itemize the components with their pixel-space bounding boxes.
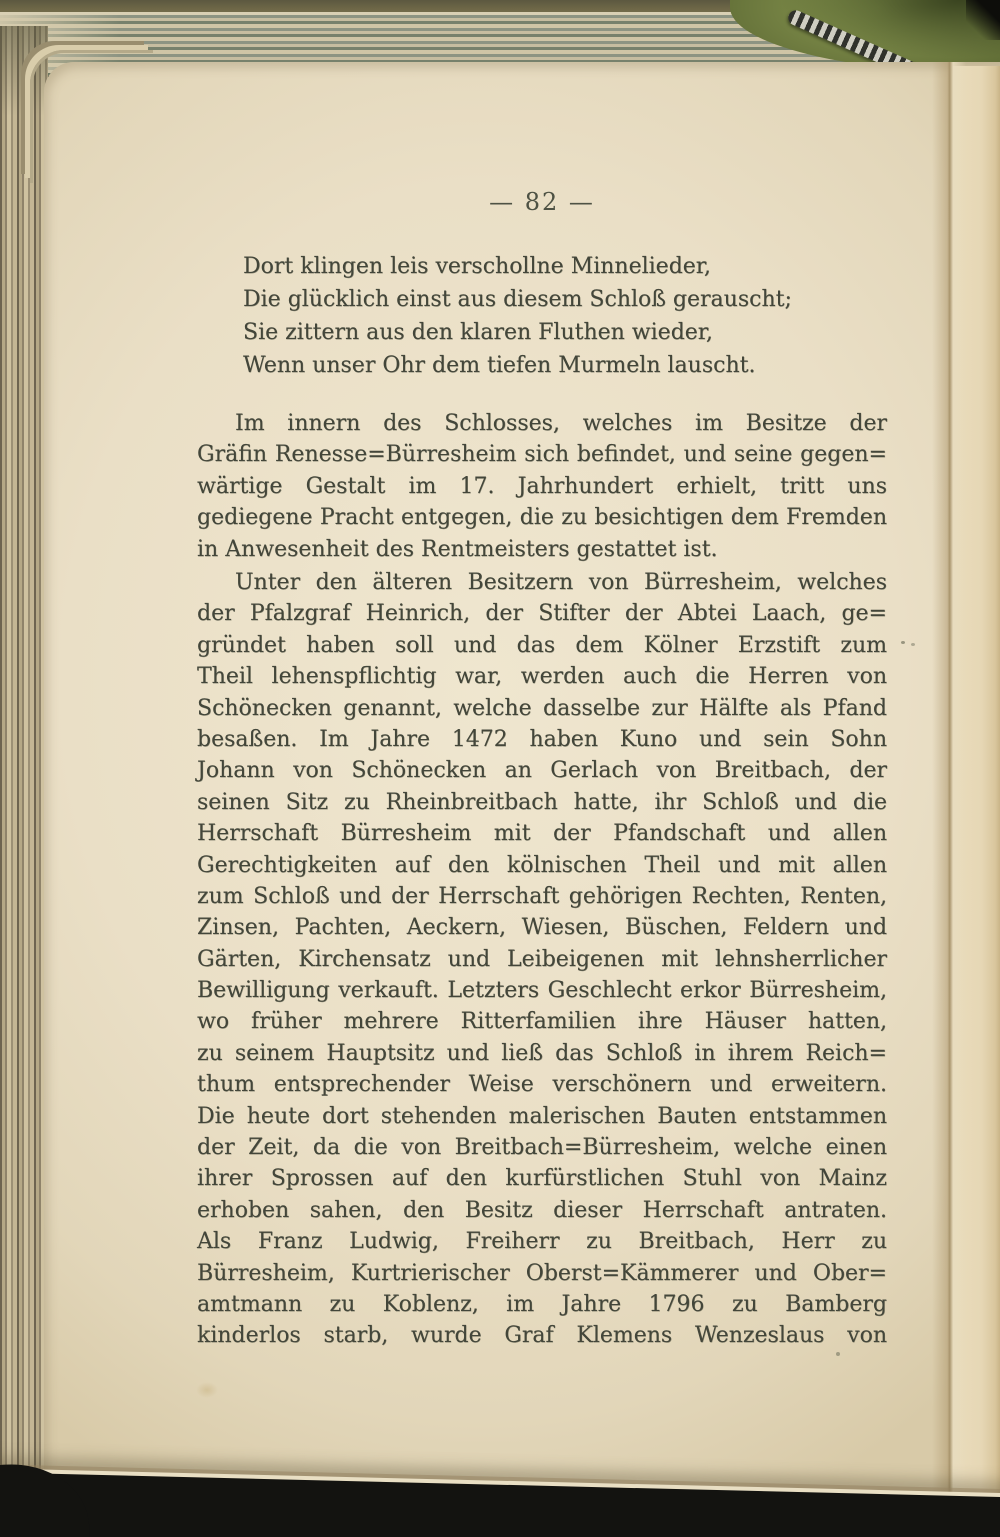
text-line: der Pfalzgraf Heinrich, der Stifter der Abtei Laach, ge= bbox=[197, 601, 887, 627]
text-line: Theil lehenspflichtig war, werden auch die Herren von bbox=[197, 664, 887, 690]
page-number: — 82 — bbox=[489, 188, 595, 216]
text-line: gründet haben soll und das dem Kölner Erzstift zum bbox=[197, 632, 887, 658]
text-line: Sie zittern aus den klaren Fluthen wieder, bbox=[243, 320, 713, 345]
paper-stain bbox=[196, 1382, 218, 1398]
text-line: Gerechtigkeiten auf den kölnischen Theil und mit allen bbox=[197, 852, 887, 878]
text-line: gediegene Pracht entgegen, die zu besichtigen dem Fremden bbox=[197, 505, 887, 531]
text-line: Schönecken genannt, welche dasselbe zur Hälfte als Pfand bbox=[197, 695, 887, 721]
text-line: Gräfin Renesse=Bürresheim sich befindet, und seine gegen= bbox=[197, 442, 887, 468]
text-line: Die heute dort stehenden malerischen Bauten entstammen bbox=[197, 1103, 887, 1129]
text-line: ihrer Sprossen auf den kurfürstlichen Stuhl von Mainz bbox=[197, 1166, 887, 1192]
text-line: Zinsen, Pachten, Aeckern, Wiesen, Büschen, Feldern und bbox=[197, 915, 887, 941]
text-line: der Zeit, da die von Breitbach=Bürresheim, welche einen bbox=[197, 1135, 887, 1161]
text-line: wärtige Gestalt im 17. Jahrhundert erhielt, tritt uns bbox=[197, 473, 887, 499]
text-line: thum entsprechender Weise verschönern und erweitern. bbox=[197, 1072, 887, 1098]
text-line: Dort klingen leis verschollne Minnelieder, bbox=[243, 254, 711, 279]
poem-stanza bbox=[243, 250, 883, 382]
paragraph-1 bbox=[197, 408, 887, 565]
text-line: Im innern des Schlosses, welches im Besitze der bbox=[235, 411, 887, 436]
text-line: Herrschaft Bürresheim mit der Pfandschaft und allen bbox=[197, 821, 887, 847]
paper-speck bbox=[901, 641, 905, 644]
text-line: zu seinem Hauptsitz und ließ das Schloß in ihrem Reich= bbox=[197, 1040, 887, 1066]
text-line: Als Franz Ludwig, Freiherr zu Breitbach, Herr zu bbox=[197, 1229, 887, 1255]
text-line: erhoben sahen, den Besitz dieser Herrschaft antraten. bbox=[197, 1197, 887, 1223]
text-line: Bürresheim, Kurtrierischer Oberst=Kämmerer und Ober= bbox=[197, 1260, 887, 1286]
text-line: in Anwesenheit des Rentmeisters gestattet ist. bbox=[197, 536, 718, 562]
text-line: Gärten, Kirchensatz und Leibeigenen mit lehnsherrlicher bbox=[197, 946, 887, 972]
text-line: Johann von Schönecken an Gerlach von Breitbach, der bbox=[197, 758, 887, 784]
text-line: amtmann zu Koblenz, im Jahre 1796 zu Bamberg bbox=[197, 1291, 887, 1317]
paper-speck bbox=[836, 1352, 840, 1356]
text-line: seinen Sitz zu Rheinbreitbach hatte, ihr Schloß und die bbox=[197, 789, 887, 815]
text-line: Die glücklich einst aus diesem Schloß gerauscht; bbox=[243, 287, 792, 312]
text-line: besaßen. Im Jahre 1472 haben Kuno und sein Sohn bbox=[197, 726, 887, 752]
text-line: kinderlos starb, wurde Graf Klemens Wenzeslaus von bbox=[197, 1323, 887, 1349]
text-line: Unter den älteren Besitzern von Bürresheim, welches bbox=[235, 570, 887, 595]
text-line: wo früher mehrere Ritterfamilien ihre Häuser hatten, bbox=[197, 1009, 887, 1035]
text-line: Bewilligung verkauft. Letzters Geschlecht erkor Bürresheim, bbox=[197, 978, 887, 1004]
text-line: zum Schloß und der Herrschaft gehörigen Rechten, Renten, bbox=[197, 883, 887, 909]
text-line: Wenn unser Ohr dem tiefen Murmeln lauscht. bbox=[243, 353, 756, 378]
paragraph-2 bbox=[197, 567, 887, 1352]
